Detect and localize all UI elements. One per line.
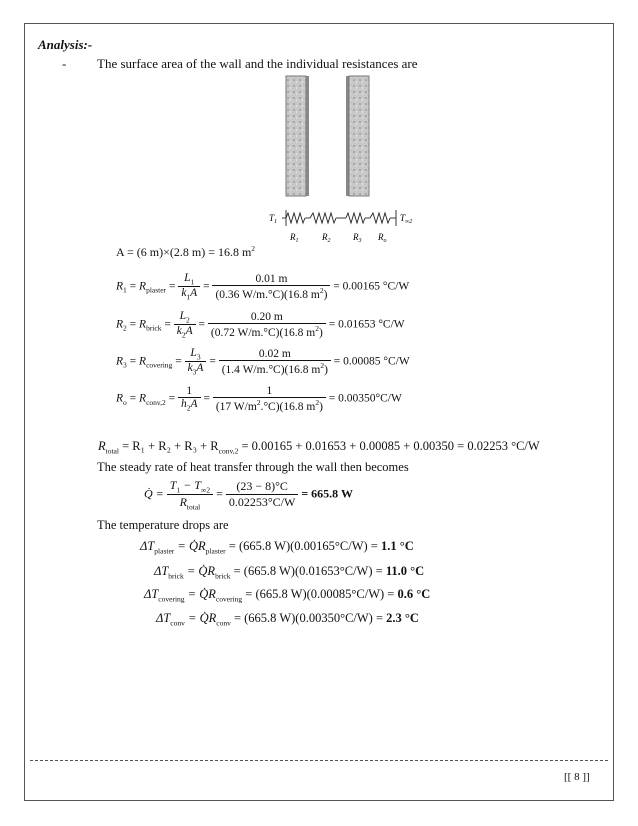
t1-label: $T_1$ [269,213,278,225]
analysis-heading: Analysis:- [38,37,93,52]
temperature-drops-text: The temperature drops are [97,518,229,532]
right-wall-layer [349,76,369,196]
drop-plaster: $\Delta T_{plaster}$ = $Q̇R_{plaster} = (665.8$ W)(0.00165°C/W) = 1.1 °C [140,539,414,556]
ro-equation: $R_o = R_{conv,2}$ = $\frac{1}{h_2A}$ = $\frac{1}{(17 W/m^2.^\circ C)(16.8 m^2)}$ = 0.00350°C/W [116,385,402,413]
intro-text: The surface area of the wall and the individual resistances are [97,56,418,71]
r3-equation: $R_3 = R_{covering}$ = $\frac{L_3}{k_3A}$ = $\frac{0.02 m}{(1.4 W/m.^\circ C)(16.8 m^2)}$ = 0.00085 °C/W [116,347,410,377]
area-equation: A = (6 m)×(2.8 m) = 16.8 $m^2$ [116,244,256,259]
drop-brick: $\Delta T_{brick}$ = $Q̇R_{brick} = (665.8$ W)(0.01653°C/W) = 11.0 °C [154,564,425,581]
left-wall-layer [286,76,306,196]
drop-conv: $\Delta T_{conv}$ = $Q̇R_{conv} = (665.8$ W)(0.00350°C/W) = 2.3 °C [156,611,419,628]
tinf-label: $T_{\infty 2}$ [400,213,413,225]
wall-diagram [250,72,440,252]
r1-equation: $R_1 = R_{plaster}$ = $\frac{L_1}{k_1A}$ = $\frac{0.01 m}{(0.36 W/m.^\circ C)(16.8 m^2)}$ = 0.00165 °C/W [116,272,410,302]
rtotal-equation: $R_{total} = R_1 + R_2 + R_3 + R_{conv,2} = 0.00165 + 0.01653 + 0.00085 + 0.00350 = 0.02253$ °C/W [98,439,540,456]
r3-label: $R_3$ [353,232,362,244]
r1-label: $R_1$ [290,232,299,244]
heat-rate-equation: Q̇ = $\frac{T_1 - T_{\infty 2}}{R_{total}}$ = $\frac{(23 - 8)^\circ C}{0.02253^\circ C/W}$ = 665.8 W [144,478,353,512]
r2-label: $R_2$ [322,232,331,244]
steady-rate-text: The steady rate of heat transfer through the wall then becomes [97,460,409,474]
bullet-dash: - [62,56,67,71]
ro-label: $R_o$ [378,232,387,244]
page-number: [[ 8 ]] [564,771,590,783]
resistor-network [282,210,396,226]
footer-divider [30,760,608,761]
drop-covering: $\Delta T_{covering}$ = $Q̇R_{covering} = (665.8$ W)(0.00085°C/W) = 0.6 °C [144,587,431,604]
left-wall-edge [306,76,309,196]
r2-equation: $R_2 = R_{brick}$ = $\frac{L_2}{k_2A}$ = $\frac{0.20 m}{(0.72 W/m.^\circ C)(16.8 m^2)}$ = 0.01653 °C/W [116,310,405,340]
